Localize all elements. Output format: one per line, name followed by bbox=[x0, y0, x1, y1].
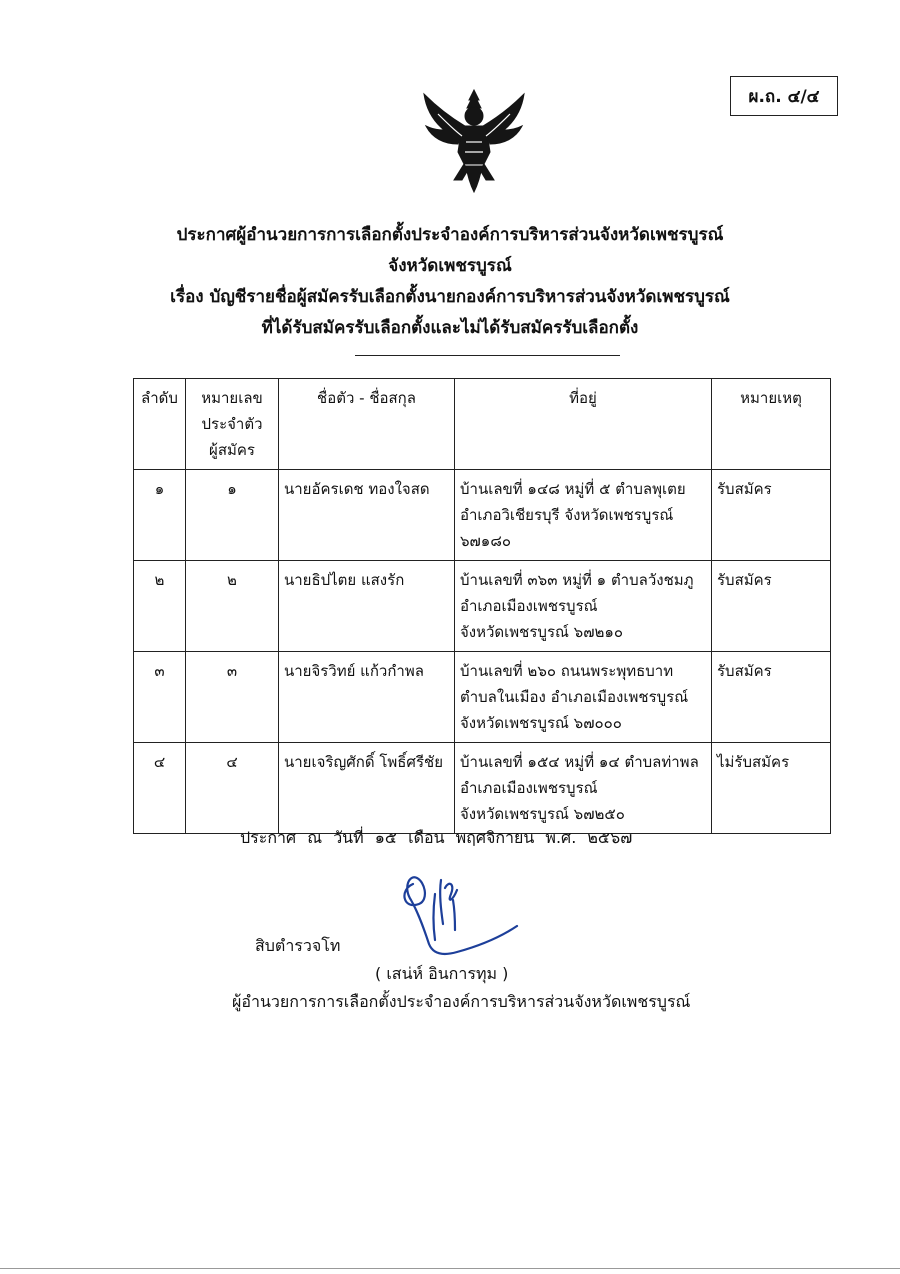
table-row bbox=[134, 743, 831, 834]
table-row bbox=[134, 561, 831, 652]
header-remark: หมายเหตุ bbox=[712, 379, 831, 470]
form-code: ผ.ถ. ๔/๔ bbox=[748, 86, 820, 107]
header-name: ชื่อตัว - ชื่อสกุล bbox=[279, 379, 455, 470]
cell-remark: รับสมัคร bbox=[712, 470, 831, 561]
signer-name: ( เสน่ห์ อินการทุม ) bbox=[375, 964, 509, 983]
table-row bbox=[134, 470, 831, 561]
cell-remark: รับสมัคร bbox=[712, 561, 831, 652]
header-divider bbox=[355, 355, 620, 356]
handwritten-signature-icon bbox=[395, 870, 525, 970]
cell-address: บ้านเลขที่ ๒๖๐ ถนนพระพุทธบาท ตำบลในเมือง อำเภอเมืองเพชรบูรณ์ จังหวัดเพชรบูรณ์ ๖๗๐๐๐ bbox=[455, 652, 712, 743]
announcement-date: ประกาศ ณ วันที่ ๑๕ เดือน พฤศจิกายน พ.ศ. ๒๕๖๗ bbox=[240, 828, 633, 847]
table-header-row bbox=[134, 379, 831, 470]
garuda-emblem-icon bbox=[418, 86, 530, 198]
cell-number: ๒ bbox=[186, 561, 279, 652]
cell-name: นายเจริญศักดิ์ โพธิ์ศรีชัย bbox=[279, 743, 455, 834]
cell-remark: ไม่รับสมัคร bbox=[712, 743, 831, 834]
cell-order: ๔ bbox=[134, 743, 186, 834]
cell-remark: รับสมัคร bbox=[712, 652, 831, 743]
page-bottom-edge bbox=[0, 1268, 900, 1269]
cell-number: ๑ bbox=[186, 470, 279, 561]
signer-rank: สิบตำรวจโท bbox=[255, 936, 341, 955]
header-subject: เรื่อง บัญชีรายชื่อผู้สมัครรับเลือกตั้งนายกองค์การบริหารส่วนจังหวัดเพชรบูรณ์ bbox=[170, 287, 730, 307]
cell-name: นายจิรวิทย์ แก้วกำพล bbox=[279, 652, 455, 743]
header-candidate-number: หมายเลข ประจำตัว ผู้สมัคร bbox=[186, 379, 279, 470]
cell-order: ๒ bbox=[134, 561, 186, 652]
header-subject-cont: ที่ได้รับสมัครรับเลือกตั้งและไม่ได้รับสมัครรับเลือกตั้ง bbox=[261, 318, 639, 338]
announcement-header bbox=[100, 220, 800, 344]
form-code-box bbox=[730, 76, 838, 116]
cell-address: บ้านเลขที่ ๑๕๔ หมู่ที่ ๑๔ ตำบลท่าพล อำเภอเมืองเพชรบูรณ์ จังหวัดเพชรบูรณ์ ๖๗๒๕๐ bbox=[455, 743, 712, 834]
header-order: ลำดับ bbox=[134, 379, 186, 470]
cell-address: บ้านเลขที่ ๓๖๓ หมู่ที่ ๑ ตำบลวังชมภู อำเภอเมืองเพชรบูรณ์ จังหวัดเพชรบูรณ์ ๖๗๒๑๐ bbox=[455, 561, 712, 652]
cell-name: นายธิปไตย แสงรัก bbox=[279, 561, 455, 652]
table-row bbox=[134, 652, 831, 743]
cell-number: ๔ bbox=[186, 743, 279, 834]
candidates-table bbox=[133, 378, 831, 834]
header-province: จังหวัดเพชรบูรณ์ bbox=[388, 256, 512, 276]
cell-order: ๑ bbox=[134, 470, 186, 561]
cell-order: ๓ bbox=[134, 652, 186, 743]
header-address: ที่อยู่ bbox=[455, 379, 712, 470]
cell-number: ๓ bbox=[186, 652, 279, 743]
header-title: ประกาศผู้อำนวยการการเลือกตั้งประจำองค์การบริหารส่วนจังหวัดเพชรบูรณ์ bbox=[176, 225, 724, 245]
cell-address: บ้านเลขที่ ๑๔๘ หมู่ที่ ๕ ตำบลพุเตย อำเภอวิเชียรบุรี จังหวัดเพชรบูรณ์ ๖๗๑๘๐ bbox=[455, 470, 712, 561]
signer-position: ผู้อำนวยการการเลือกตั้งประจำองค์การบริหารส่วนจังหวัดเพชรบูรณ์ bbox=[232, 992, 691, 1011]
cell-name: นายอัครเดช ทองใจสด bbox=[279, 470, 455, 561]
